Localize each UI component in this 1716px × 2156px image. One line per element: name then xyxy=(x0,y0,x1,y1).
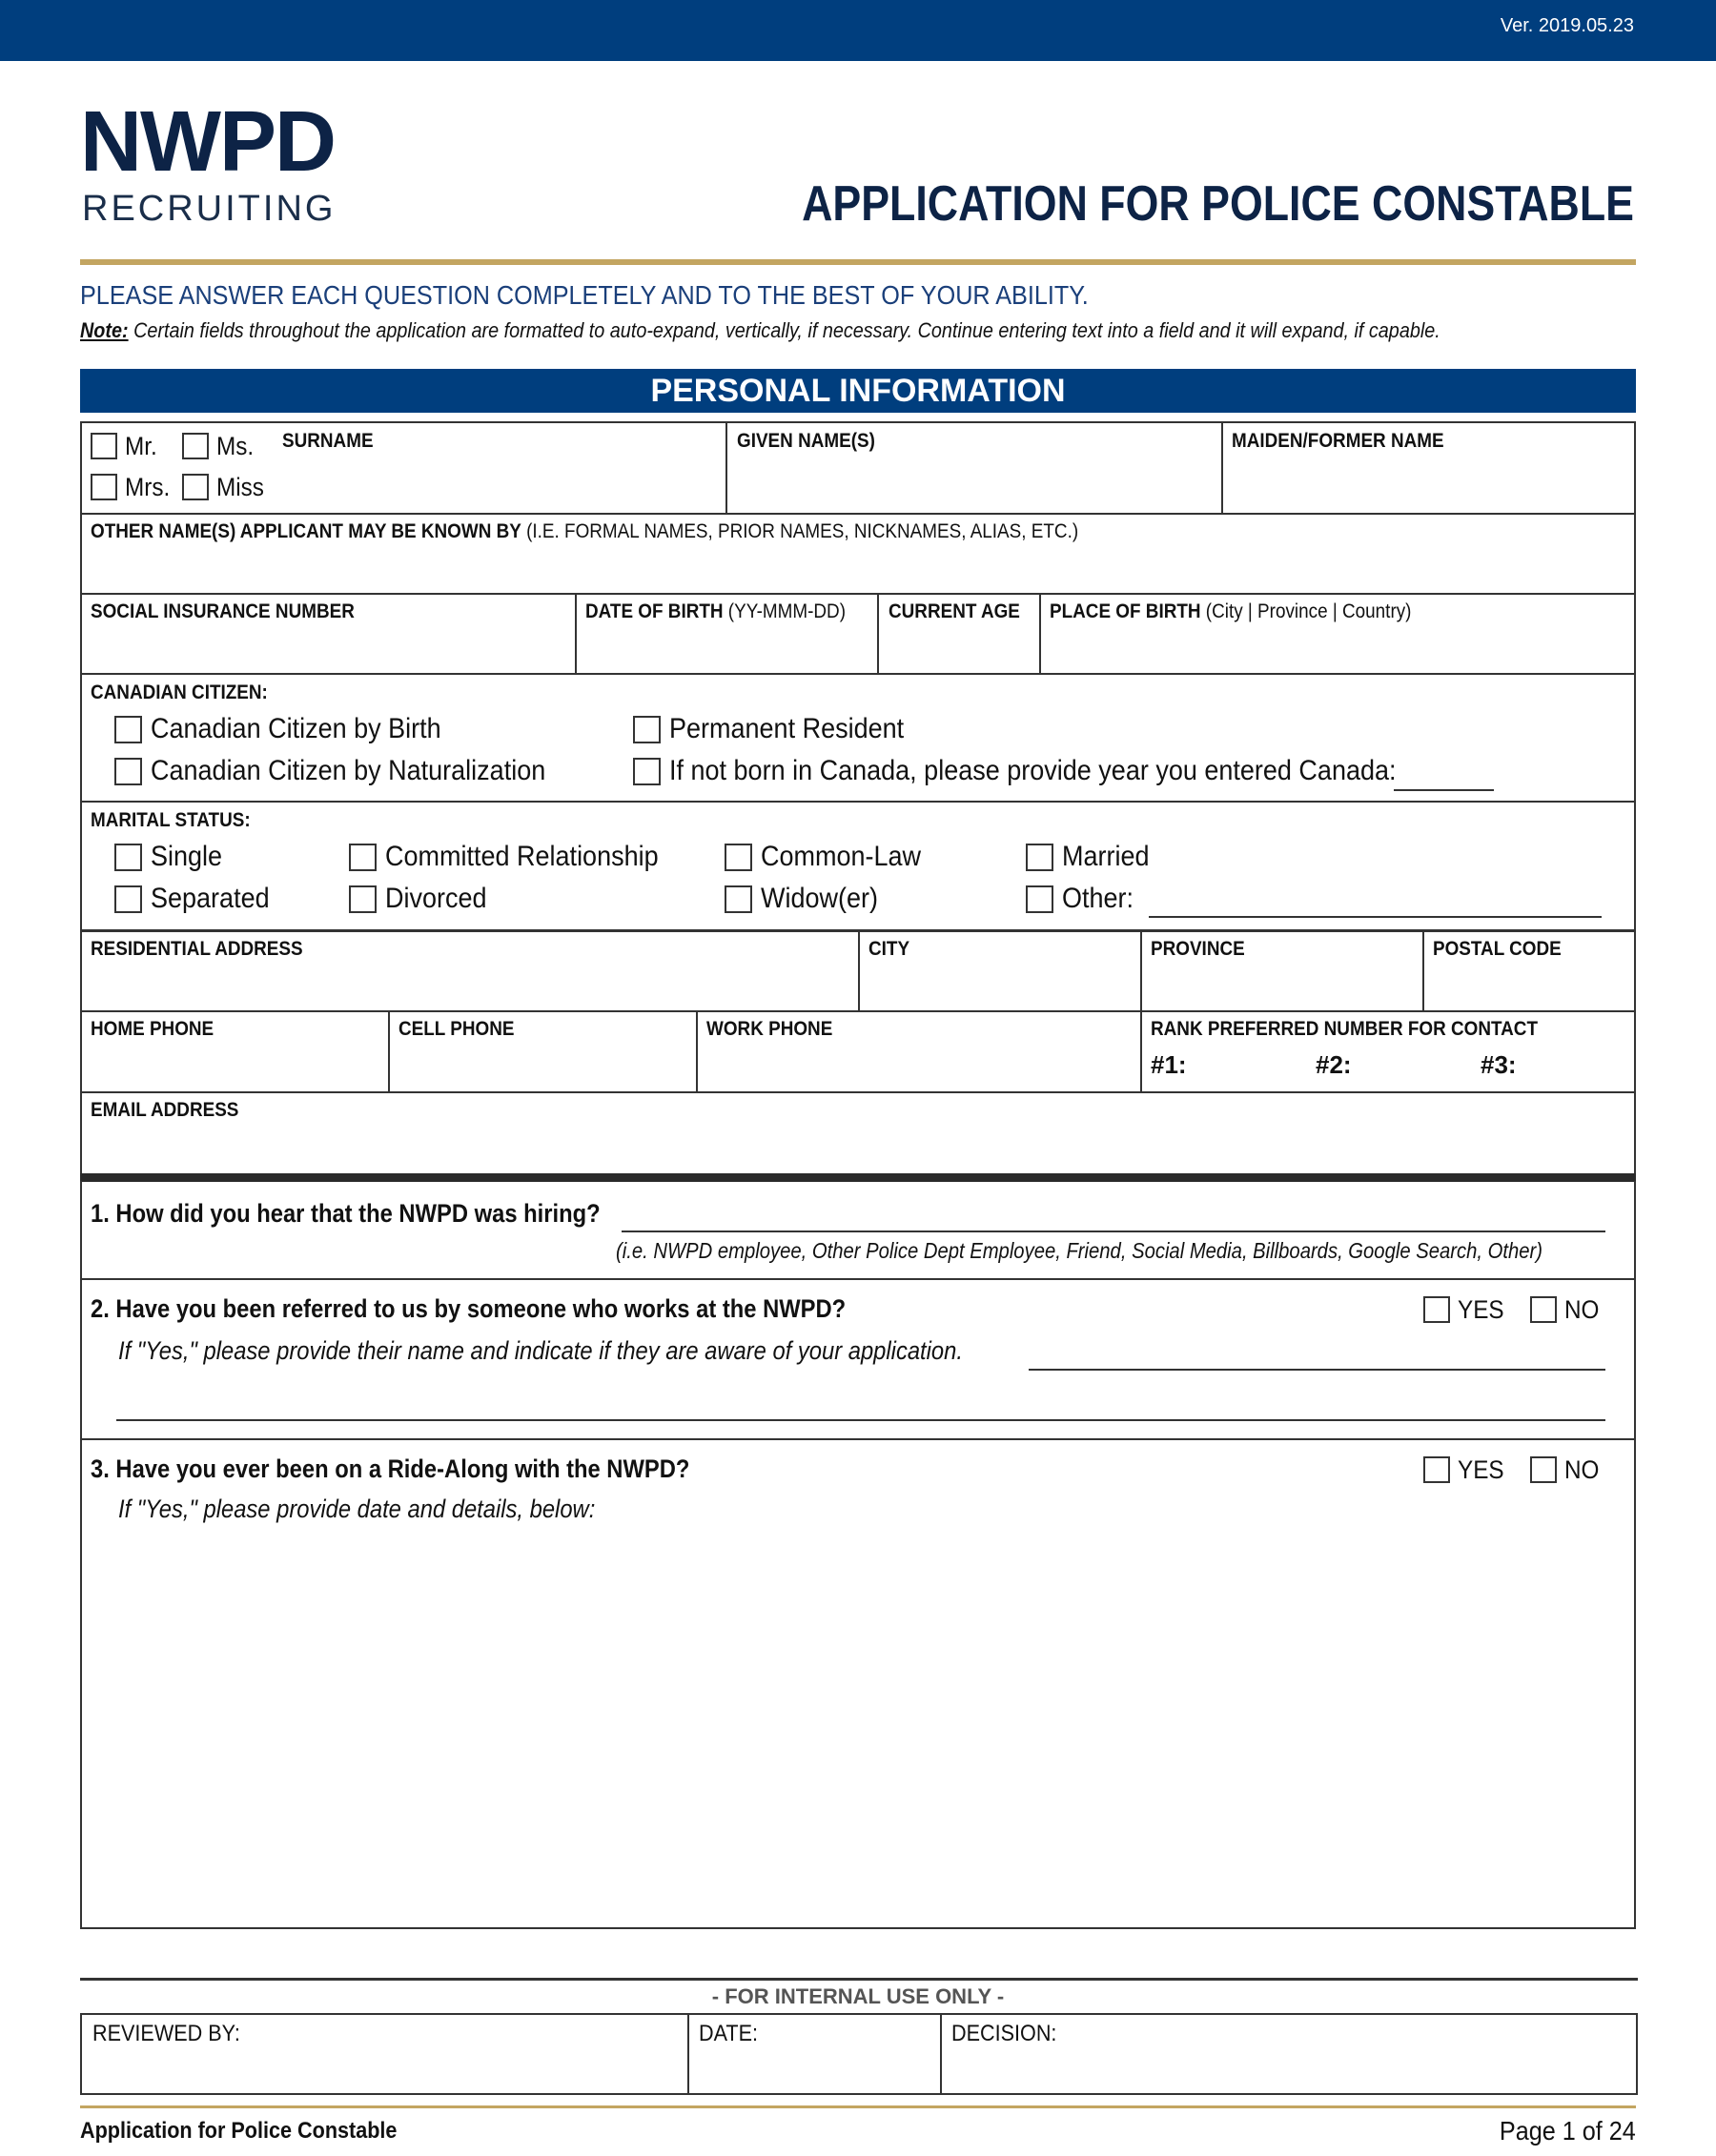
divider xyxy=(1140,930,1142,1010)
checkbox-box xyxy=(182,433,209,459)
divider xyxy=(80,593,1636,595)
divider xyxy=(877,593,879,675)
maiden-name-field[interactable]: MAIDEN/FORMER NAME xyxy=(1232,430,1444,452)
checkbox-box xyxy=(633,716,661,743)
question-3-no-checkbox[interactable]: NO xyxy=(1530,1456,1604,1483)
instructions-heading: PLEASE ANSWER EACH QUESTION COMPLETELY AND TO THE BEST OF YOUR ABILITY. xyxy=(80,280,1089,310)
rank-2-field[interactable]: #2: xyxy=(1316,1050,1352,1079)
citizen-label: CANADIAN CITIZEN: xyxy=(91,681,268,703)
dob-hint: (YY-MMM-DD) xyxy=(723,600,846,622)
reviewed-by-field[interactable]: REVIEWED BY: xyxy=(92,2021,240,2046)
marital-single-checkbox[interactable]: Single xyxy=(114,843,230,871)
marital-other-checkbox[interactable]: Other: xyxy=(1026,885,1141,913)
other-names-field[interactable] xyxy=(91,521,1078,541)
dob-label: DATE OF BIRTH xyxy=(585,600,724,622)
version-label: Ver. 2019.05.23 xyxy=(1500,15,1634,36)
permanent-resident-checkbox[interactable]: Permanent Resident xyxy=(633,715,930,743)
checkbox-box xyxy=(1026,844,1053,871)
not-born-in-canada-checkbox[interactable]: If not born in Canada, please provide year you entered Canada: xyxy=(633,757,1477,785)
checkbox-box xyxy=(725,844,752,871)
question-2-no-checkbox[interactable]: NO xyxy=(1530,1296,1604,1323)
checkbox-box xyxy=(182,474,209,500)
salutation-miss-checkbox[interactable]: Miss xyxy=(182,474,270,500)
checkbox-box xyxy=(91,474,117,500)
divider xyxy=(80,1091,1636,1093)
divider xyxy=(696,1010,698,1092)
checkbox-box xyxy=(633,758,661,785)
checkbox-box xyxy=(1423,1456,1450,1483)
dob-field[interactable] xyxy=(585,601,846,621)
decision-field[interactable]: DECISION: xyxy=(951,2021,1057,2046)
marital-widow-checkbox[interactable]: Widow(er) xyxy=(725,885,891,913)
given-names-field[interactable]: GIVEN NAME(S) xyxy=(737,430,875,452)
logo-subtitle: RECRUITING xyxy=(82,189,337,229)
rank-1-field[interactable]: #1: xyxy=(1151,1050,1187,1079)
internal-use-heading: - FOR INTERNAL USE ONLY - xyxy=(711,1984,1005,2008)
logo-wordmark: NWPD xyxy=(80,94,335,190)
question-3-followup: If "Yes," please provide date and details, below: xyxy=(118,1495,596,1523)
divider xyxy=(1221,421,1223,515)
question-2-yes-checkbox[interactable]: YES xyxy=(1423,1296,1509,1323)
marital-common-law-checkbox[interactable]: Common-Law xyxy=(725,843,939,871)
internal-date-field[interactable]: DATE: xyxy=(699,2021,759,2046)
divider xyxy=(1140,1010,1142,1092)
place-of-birth-label: PLACE OF BIRTH xyxy=(1050,600,1201,622)
marital-divorced-checkbox[interactable]: Divorced xyxy=(349,885,498,913)
salutation-ms-checkbox[interactable]: Ms. xyxy=(182,433,258,459)
question-1-input[interactable] xyxy=(622,1231,1605,1232)
checkbox-box xyxy=(1530,1296,1557,1323)
checkbox-box xyxy=(114,716,142,743)
divider xyxy=(80,513,1636,515)
section-heading-personal: PERSONAL INFORMATION xyxy=(80,369,1636,413)
cell-phone-field[interactable]: CELL PHONE xyxy=(398,1018,515,1040)
salutation-mr-checkbox[interactable]: Mr. xyxy=(91,433,161,459)
salutation-mrs-checkbox[interactable]: Mrs. xyxy=(91,474,174,500)
checkbox-box xyxy=(349,844,377,871)
place-of-birth-field[interactable] xyxy=(1050,601,1411,621)
question-3-yes-checkbox[interactable]: YES xyxy=(1423,1456,1509,1483)
marital-married-checkbox[interactable]: Married xyxy=(1026,843,1159,871)
question-2-followup: If "Yes," please provide their name and indicate if they are aware of your application. xyxy=(118,1336,963,1365)
other-names-hint: (I.E. FORMAL NAMES, PRIOR NAMES, NICKNAMES, ALIAS, ETC.) xyxy=(521,520,1079,542)
question-2-input-line-2[interactable] xyxy=(116,1419,1605,1421)
marital-committed-checkbox[interactable]: Committed Relationship xyxy=(349,843,688,871)
divider xyxy=(80,673,1636,675)
divider xyxy=(80,801,1636,803)
divider xyxy=(1039,593,1041,675)
top-banner xyxy=(0,0,1716,61)
question-2: 2. Have you been referred to us by someone who works at the NWPD? xyxy=(91,1294,847,1323)
divider xyxy=(388,1010,390,1092)
page-number: Page 1 of 24 xyxy=(1500,2116,1636,2146)
question-3: 3. Have you ever been on a Ride-Along with the NWPD? xyxy=(91,1454,690,1483)
divider xyxy=(940,2013,942,2095)
checkbox-box xyxy=(1026,885,1053,913)
checkbox-box xyxy=(114,758,142,785)
citizen-by-birth-checkbox[interactable]: Canadian Citizen by Birth xyxy=(114,715,474,743)
marital-label: MARITAL STATUS: xyxy=(91,809,251,831)
question-3-details-area[interactable] xyxy=(95,1536,1621,1918)
checkbox-box xyxy=(114,885,142,913)
instructions-note xyxy=(80,320,1440,341)
checkbox-box xyxy=(349,885,377,913)
year-entered-canada-input[interactable] xyxy=(1394,789,1494,791)
marital-other-input[interactable] xyxy=(1149,916,1602,918)
marital-separated-checkbox[interactable]: Separated xyxy=(114,885,282,913)
home-phone-field[interactable]: HOME PHONE xyxy=(91,1018,214,1040)
rank-3-field[interactable]: #3: xyxy=(1481,1050,1517,1079)
header-divider xyxy=(80,259,1636,265)
residential-address-field[interactable]: RESIDENTIAL ADDRESS xyxy=(91,938,303,960)
divider xyxy=(1422,930,1424,1010)
current-age-field[interactable]: CURRENT AGE xyxy=(889,600,1020,622)
footer-title: Application for Police Constable xyxy=(80,2118,398,2144)
divider xyxy=(575,593,577,675)
postal-code-field[interactable]: POSTAL CODE xyxy=(1433,938,1562,960)
city-field[interactable]: CITY xyxy=(868,938,910,960)
work-phone-field[interactable]: WORK PHONE xyxy=(706,1018,833,1040)
divider xyxy=(725,421,727,515)
checkbox-box xyxy=(91,433,117,459)
question-1: 1. How did you hear that the NWPD was hiring? xyxy=(91,1199,601,1228)
sin-field[interactable]: SOCIAL INSURANCE NUMBER xyxy=(91,600,355,622)
question-1-hint: (i.e. NWPD employee, Other Police Dept Employee, Friend, Social Media, Billboards, Google Search, Other) xyxy=(616,1238,1542,1263)
footer-divider xyxy=(80,2105,1636,2108)
divider xyxy=(687,2013,689,2095)
note-text: Certain fields throughout the application are formatted to auto-expand, vertically, if necessary. Continue entering text into a field and it will expand, if capable. xyxy=(128,318,1440,342)
citizen-by-naturalization-checkbox[interactable]: Canadian Citizen by Naturalization xyxy=(114,757,589,785)
divider xyxy=(858,930,860,1010)
checkbox-box xyxy=(1530,1456,1557,1483)
checkbox-box xyxy=(1423,1296,1450,1323)
note-label: Note: xyxy=(80,318,129,342)
province-field[interactable]: PROVINCE xyxy=(1151,938,1245,960)
divider xyxy=(80,1010,1636,1012)
divider xyxy=(80,1438,1636,1440)
internal-use-table xyxy=(80,2013,1638,2095)
question-2-input[interactable] xyxy=(1029,1369,1605,1371)
checkbox-box xyxy=(114,844,142,871)
email-field[interactable]: EMAIL ADDRESS xyxy=(91,1099,239,1121)
divider xyxy=(80,1278,1636,1280)
other-names-label: OTHER NAME(S) APPLICANT MAY BE KNOWN BY xyxy=(91,520,521,542)
internal-divider xyxy=(80,1978,1638,1981)
page-title: APPLICATION FOR POLICE CONSTABLE xyxy=(802,176,1634,232)
place-of-birth-hint: (City | Province | Country) xyxy=(1200,600,1412,622)
checkbox-box xyxy=(725,885,752,913)
surname-field[interactable]: SURNAME xyxy=(282,430,374,452)
rank-contact-label: RANK PREFERRED NUMBER FOR CONTACT xyxy=(1151,1018,1538,1040)
